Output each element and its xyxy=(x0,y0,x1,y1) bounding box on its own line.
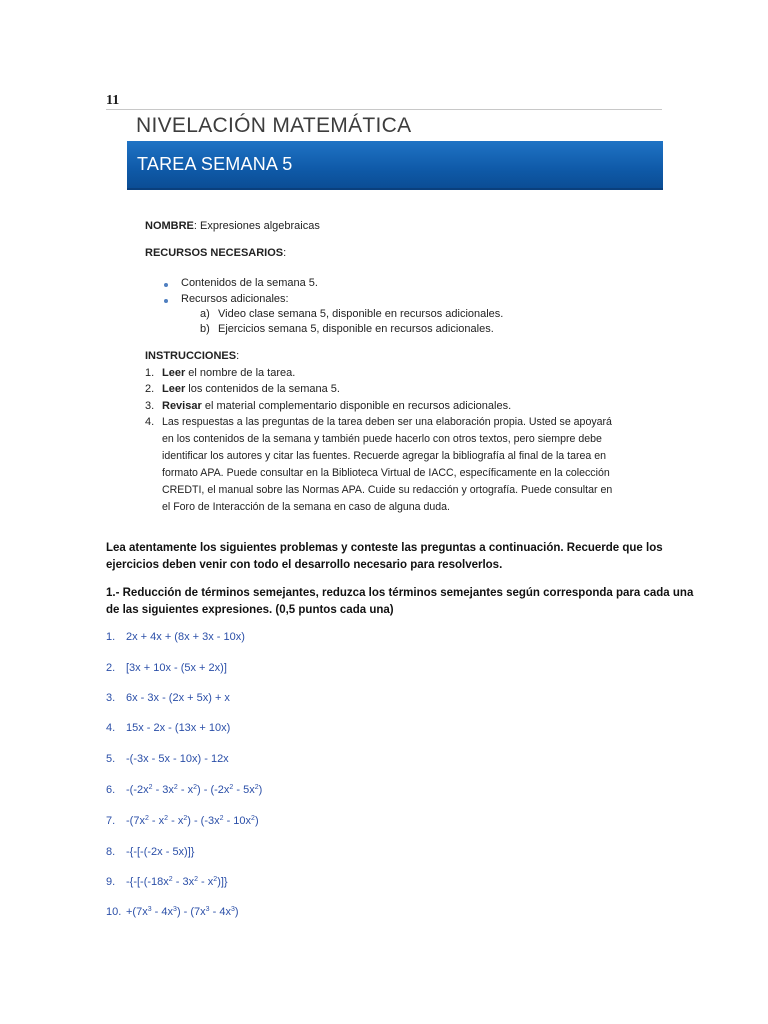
instruccion-2 xyxy=(162,383,340,395)
course-title: NIVELACIÓN MATEMÁTICA xyxy=(136,114,412,137)
assignment-banner xyxy=(127,141,663,190)
instruccion-4-line: CREDTI, el manual sobre las Normas APA. Cuide su redacción y ortografía. Puede consultar en xyxy=(162,484,613,496)
instrucciones-label: INSTRUCCIONES xyxy=(145,350,237,362)
exercise-6 xyxy=(106,784,262,796)
question-1-line: de las siguientes expresiones. (0,5 puntos cada una) xyxy=(106,604,394,616)
instruccion-4-line: formato APA. Puede consultar en la Biblioteca Virtual de IACC, específicamente en la colección xyxy=(162,467,610,479)
exercise-7 xyxy=(106,815,259,827)
exercise-expression: 15x - 2x - (13x + 10x) xyxy=(126,722,231,734)
exercise-number: 3. xyxy=(106,692,116,704)
instruccion-4-line: en los contenidos de la semana y también puede hacerlo con otros textos, pero siempre debe xyxy=(162,433,602,445)
intro-line: Lea atentamente los siguientes problemas y conteste las preguntas a continuación. Recuerde que los xyxy=(106,542,663,554)
instruccion-4-line: Las respuestas a las preguntas de la tarea deben ser una elaboración propia. Usted se apoyará xyxy=(162,416,612,428)
exercise-expression: $-(-2x^2 - 3x^2 - x^2) - (-2x^2 - 5x^2)$ xyxy=(126,784,263,796)
instruccion-number: 4. xyxy=(145,416,155,428)
instruccion-number: 3. xyxy=(145,400,155,412)
recursos-sub-a-letter: a) xyxy=(200,308,210,320)
exercise-number: 6. xyxy=(106,784,116,796)
instruccion-number: 2. xyxy=(145,383,155,395)
exercise-number: 5. xyxy=(106,753,116,765)
recursos-sub-b: Ejercicios semana 5, disponible en recursos adicionales. xyxy=(218,323,494,335)
exercise-2 xyxy=(106,662,227,674)
instruccion-3-verb: Revisar xyxy=(162,400,202,412)
banner-title: TAREA SEMANA 5 xyxy=(137,154,293,174)
instruccion-1-text: el nombre de la tarea. xyxy=(185,367,296,379)
instruccion-2-verb: Leer xyxy=(162,383,186,395)
instruccion-3 xyxy=(162,400,511,412)
instruccion-1-verb: Leer xyxy=(162,367,186,379)
exercise-number: 2. xyxy=(106,662,116,674)
nombre-value: : Expresiones algebraicas xyxy=(193,220,320,232)
question-1-line: 1.- Reducción de términos semejantes, reduzca los términos semejantes según corresponda para cada una xyxy=(106,587,694,599)
instruccion-2-text: los contenidos de la semana 5. xyxy=(185,383,340,395)
instruccion-4-line: el Foro de Interacción de la semana en caso de alguna duda. xyxy=(162,501,450,513)
instrucciones-colon: : xyxy=(236,350,240,362)
intro-line: ejercicios deben venir con todo el desarrollo necesario para resolverlos. xyxy=(106,559,503,571)
recursos-item-contenidos: Contenidos de la semana 5. xyxy=(181,277,318,289)
exercise-expression: -(-3x - 5x - 10x) - 12x xyxy=(126,753,229,765)
exercise-number: 8. xyxy=(106,846,116,858)
instrucciones-heading xyxy=(145,350,239,362)
nombre-label: NOMBRE xyxy=(145,220,194,232)
exercise-expression: 2x + 4x + (8x + 3x - 10x) xyxy=(126,631,245,643)
exercise-10 xyxy=(106,906,239,918)
exercise-expression: -{-[-(-2x - 5x)]} xyxy=(126,846,195,858)
exercise-expression: $-\{-[-(-18x^2 - 3x^2 - x^2)]\}$ xyxy=(126,876,228,888)
recursos-sub-b-letter: b) xyxy=(200,323,210,335)
exercise-expression: 6x - 3x - (2x + 5x) + x xyxy=(126,692,230,704)
exercise-expression: [3x + 10x - (5x + 2x)] xyxy=(126,662,227,674)
exercise-number: 9. xyxy=(106,876,116,888)
nombre-line xyxy=(145,220,320,232)
instruccion-number: 1. xyxy=(145,367,155,379)
bullet-icon xyxy=(164,283,168,287)
recursos-label: RECURSOS NECESARIOS xyxy=(145,247,284,259)
exercise-number: 4. xyxy=(106,722,116,734)
exercise-expression: $-(7x^2 - x^2 - x^2) - (-3x^2 - 10x^2)$ xyxy=(126,815,259,827)
instruccion-3-text: el material complementario disponible en recursos adicionales. xyxy=(201,400,512,412)
exercise-1 xyxy=(106,631,245,643)
recursos-heading xyxy=(145,247,286,259)
exercise-9 xyxy=(106,876,228,888)
instruccion-1 xyxy=(162,367,295,379)
exercise-number: 10. xyxy=(106,906,122,918)
exercise-4 xyxy=(106,722,230,734)
recursos-sub-a: Video clase semana 5, disponible en recursos adicionales. xyxy=(218,308,504,320)
bullet-icon xyxy=(164,299,168,303)
recursos-item-adicionales: Recursos adicionales: xyxy=(181,293,289,305)
header-divider xyxy=(106,109,662,110)
exercise-5 xyxy=(106,753,229,765)
exercise-3 xyxy=(106,692,230,704)
recursos-colon: : xyxy=(283,247,287,259)
exercise-8 xyxy=(106,846,194,858)
exercise-number: 1. xyxy=(106,631,116,643)
exercise-number: 7. xyxy=(106,815,116,827)
instruccion-4-line: identificar los autores y citar las fuentes. Recuerde agregar la bibliografía al final de la tarea en xyxy=(162,450,607,462)
exercise-expression: $+(7x^3 - 4x^3) - (7x^3 - 4x^3)$ xyxy=(126,906,239,918)
page-number: 11 xyxy=(106,93,120,108)
